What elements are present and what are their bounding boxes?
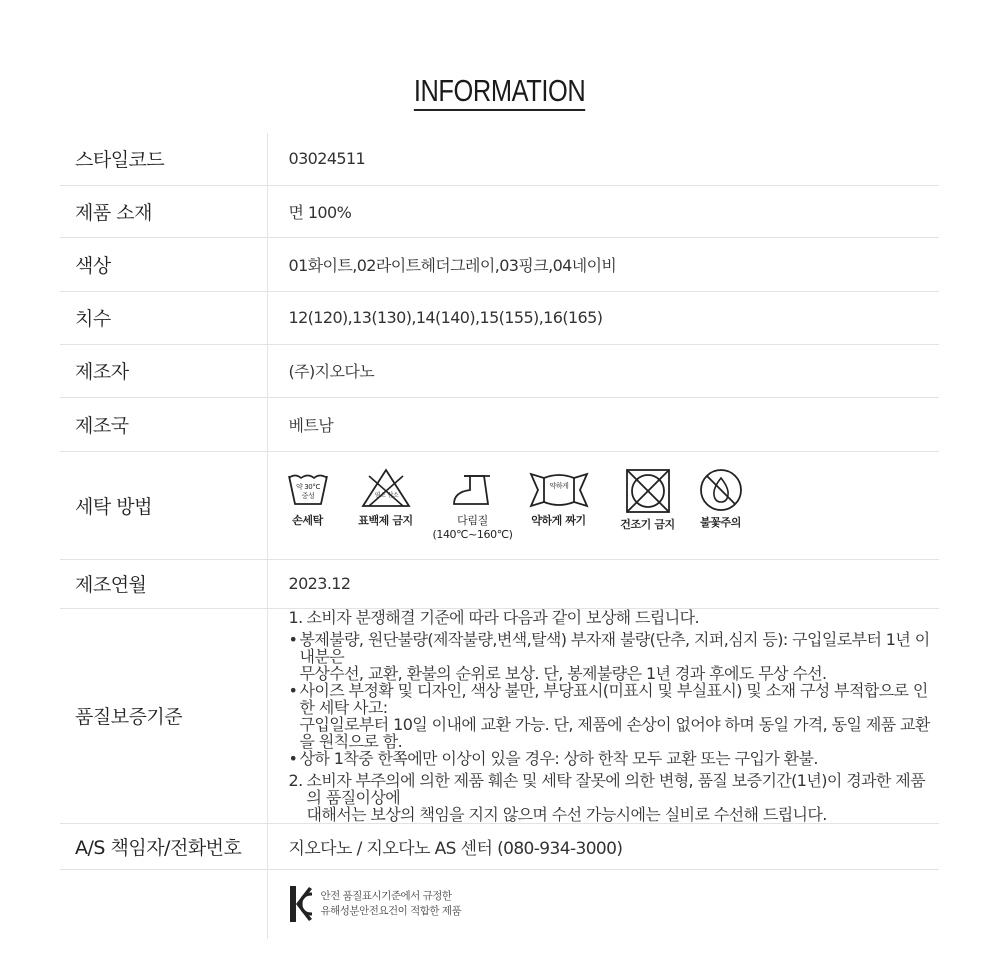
iron-temp: (140℃~160℃): [432, 528, 513, 541]
kc-text-line-1: 안전 품질표시기준에서 규정한: [320, 890, 452, 903]
row-as: [60, 823, 939, 869]
label-quality: 품질보증기준: [60, 608, 267, 823]
quality-item-2-line-1: 소비자 부주의에 의한 제품 훼손 및 세탁 잘못에 의한 변형, 품질 보증기간(1년)이 경과한 제품의 품질이상에: [306, 770, 925, 807]
label-date: 제조연월: [60, 559, 267, 608]
iron-label: 다림질: [457, 514, 488, 527]
quality-item-1-text: 소비자 분쟁해결 기준에 따라 다음과 같이 보상해 드립니다.: [306, 607, 699, 627]
value-style-code: 03024511: [267, 133, 939, 185]
hand-wash-icon: [286, 468, 330, 510]
wash-icons: [289, 468, 940, 542]
value-color: 01화이트,02라이트헤더그레이,03핑크,04네이비: [267, 237, 939, 291]
no-bleach-oxygen: 산소: [387, 492, 398, 499]
value-as: 지오다노 / 지오다노 AS 센터 (080-934-3000): [267, 823, 939, 869]
quality-item-2: [289, 772, 940, 823]
row-color: [60, 237, 939, 291]
quality-bullet-3: [289, 750, 940, 767]
label-country: 제조국: [60, 397, 267, 451]
label-as: A/S 책임자/전화번호: [60, 823, 267, 869]
value-size: 12(120),13(130),14(140),15(155),16(165): [267, 291, 939, 344]
wash-item-wring: [526, 468, 592, 528]
bullet-mark: •: [288, 748, 298, 768]
quality-bullet-2-line-1: 사이즈 부정확 및 디자인, 색상 불만, 부당표시(미표시 및 부실표시) 및 소재 구성 부적합으로 인한 세탁 사고:: [299, 680, 928, 717]
gentle-wring-icon: [528, 468, 590, 510]
wash-item-iron: [433, 468, 513, 542]
row-kc: [60, 869, 939, 939]
wash-item-dryer: [615, 468, 681, 532]
no-dryer-label: 건조기 금지: [620, 518, 675, 531]
row-washing: [60, 451, 939, 559]
hand-wash-temp: 약 30°C: [295, 483, 320, 491]
quality-bullet-1: [289, 631, 940, 682]
row-style-code: [60, 133, 939, 185]
caution-fire-icon: [699, 468, 743, 512]
kc-text-line-2: 유해성분안전요건이 적합한 제품: [320, 905, 462, 918]
label-kc-empty: [60, 869, 267, 939]
wring-label: 약하게 짜기: [531, 514, 586, 527]
bullet-mark: •: [288, 680, 298, 700]
label-washing: 세탁 방법: [60, 451, 267, 559]
no-bleach-chlorine: 염소: [374, 492, 385, 499]
no-bleach-label: 표백제 금지: [358, 514, 413, 527]
no-bleach-icon: [361, 468, 411, 510]
row-material: [60, 185, 939, 237]
fire-label: 불꽃주의: [700, 516, 741, 529]
row-manufacturer: [60, 344, 939, 397]
product-info-table: [60, 133, 939, 939]
value-manufacturer: (주)지오다노: [267, 344, 939, 397]
row-quality: [60, 608, 939, 823]
quality-bullet-2: [289, 682, 940, 750]
quality-bullet-1-line-2: 무상수선, 교환, 환불의 순위로 보상. 단, 봉제불량은 1년 경과 후에도 무상 수선.: [299, 663, 827, 683]
wash-item-hand: [287, 468, 329, 528]
value-date: 2023.12: [267, 559, 939, 608]
value-washing: [267, 451, 939, 559]
wring-inner-text: 약하게: [548, 482, 569, 490]
value-kc: [267, 869, 939, 939]
wash-item-fire: [693, 468, 749, 530]
label-size: 치수: [60, 291, 267, 344]
value-material: 면 100%: [267, 185, 939, 237]
kc-mark-icon: [289, 885, 313, 923]
label-color: 색상: [60, 237, 267, 291]
quality-item-1-number: 1.: [288, 607, 303, 627]
quality-bullet-2-line-2: 구입일로부터 10일 이내에 교환 가능. 단, 제품에 손상이 없어야 하며 동일 가격, 동일 제품 교환을 원칙으로 함.: [299, 714, 930, 751]
label-material: 제품 소재: [60, 185, 267, 237]
page-title-text: INFORMATION: [414, 74, 586, 111]
iron-icon: [450, 468, 496, 510]
label-manufacturer: 제조자: [60, 344, 267, 397]
row-size: [60, 291, 939, 344]
quality-bullet-3-text: 상하 1착중 한쪽에만 이상이 있을 경우: 상하 한착 모두 교환 또는 구입가 환불.: [299, 748, 818, 768]
hand-wash-neutral: 중성: [301, 492, 314, 500]
hand-wash-label: 손세탁: [292, 514, 323, 527]
kc-text: [321, 889, 462, 919]
value-quality: [267, 608, 939, 823]
row-country: [60, 397, 939, 451]
bullet-mark: •: [288, 629, 298, 649]
row-date: [60, 559, 939, 608]
wash-item-bleach: [356, 468, 416, 528]
kc-certification: [289, 885, 940, 923]
label-style-code: 스타일코드: [60, 133, 267, 185]
quality-item-1: [289, 609, 940, 626]
no-tumble-dry-icon: [625, 468, 671, 514]
quality-item-2-number: 2.: [288, 770, 303, 790]
quality-item-2-line-2: 대해서는 보상의 책임을 지지 않으며 수선 가능시에는 실비로 수선해 드립니다.: [306, 804, 827, 824]
value-country: 베트남: [267, 397, 939, 451]
quality-bullet-1-line-1: 봉제불량, 원단불량(제작불량,변색,탈색) 부자재 불량(단추, 지퍼,심지 등): 구입일로부터 1년 이내분은: [299, 629, 930, 666]
page-title: [0, 74, 1000, 111]
